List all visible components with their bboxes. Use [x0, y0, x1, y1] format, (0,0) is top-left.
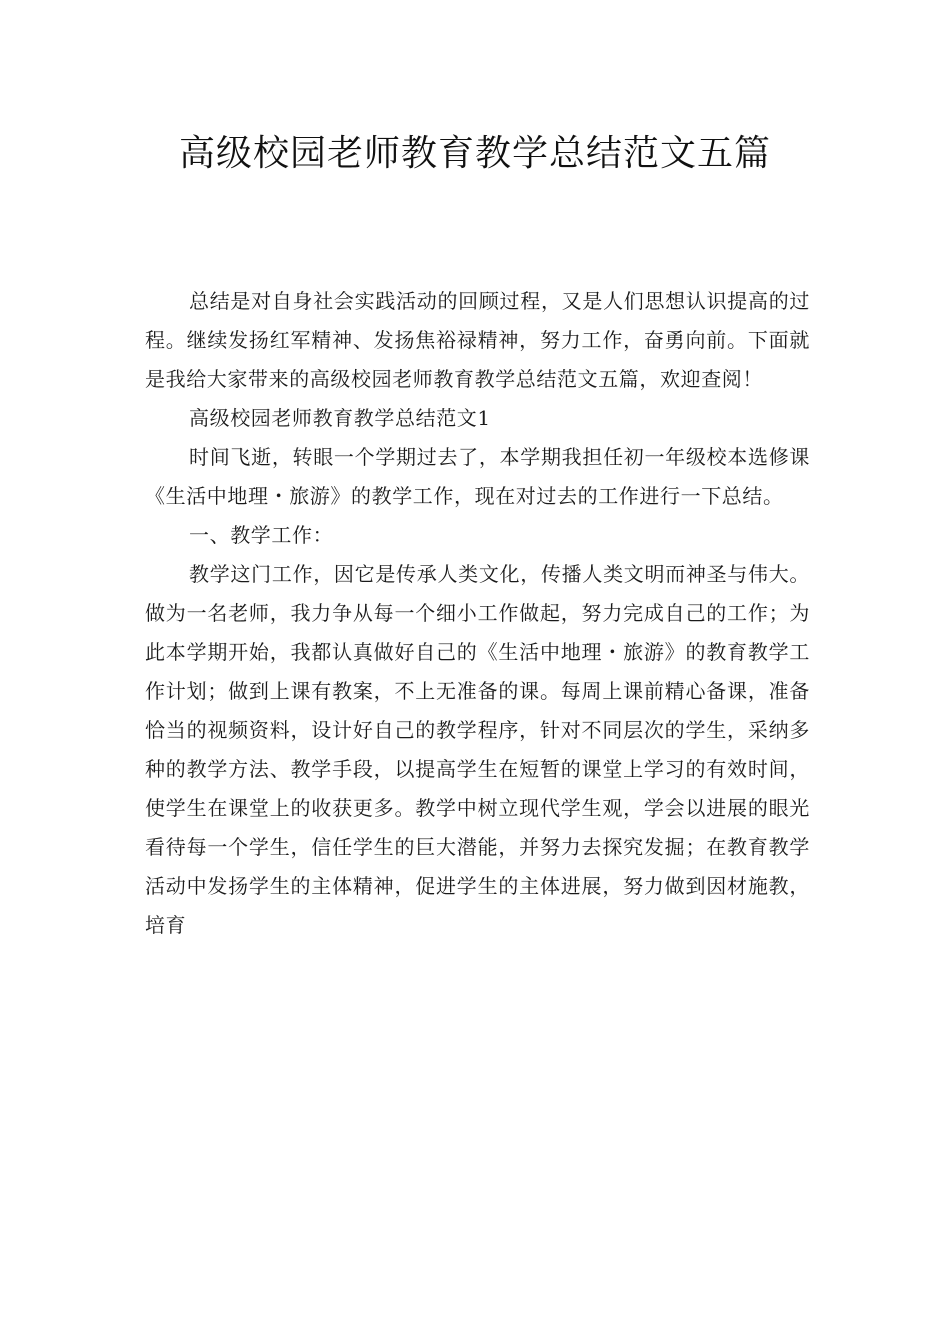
document-title: 高级校园老师教育教学总结范文五篇	[178, 133, 771, 174]
intro-paragraph: 总结是对自身社会实践活动的回顾过程，又是人们思想认识提高的过程。继续发扬红军精神、发扬焦裕禄精神，努力工作，奋勇向前。下面就是我给大家带来的高级校园老师教育教学总结范文五篇，欢迎查阅！	[145, 289, 810, 391]
subsection-heading: 一、教学工作：	[189, 523, 334, 547]
body-paragraph: 时间飞逝，转眼一个学期过去了，本学期我担任初一年级校本选修课《生活中地理・旅游》的教学工作，现在对过去的工作进行一下总结。	[145, 445, 810, 508]
body-paragraph: 教学这门工作，因它是传承人类文化，传播人类文明而神圣与伟大。做为一名老师，我力争从每一个细小工作做起，努力完成自己的工作；为此本学期开始，我都认真做好自己的《生活中地理・旅游》的教育教学工作计划；做到上课有教案，不上无准备的课。每周上课前精心备课，准备恰当的视频资料，设计好自己的教学程序，针对不同层次的学生，采纳多种的教学方法、教学手段，以提高学生在短暂的课堂上学习的有效时间，使学生在课堂上的收获更多。教学中树立现代学生观，学会以进展的眼光看待每一个学生，信任学生的巨大潜能，并努力去探究发掘；在教育教学活动中发扬学生的主体精神，促进学生的主体进展，努力做到因材施教，培育	[145, 562, 810, 937]
document-body	[145, 282, 810, 945]
section-heading: 高级校园老师教育教学总结范文1	[189, 406, 491, 430]
